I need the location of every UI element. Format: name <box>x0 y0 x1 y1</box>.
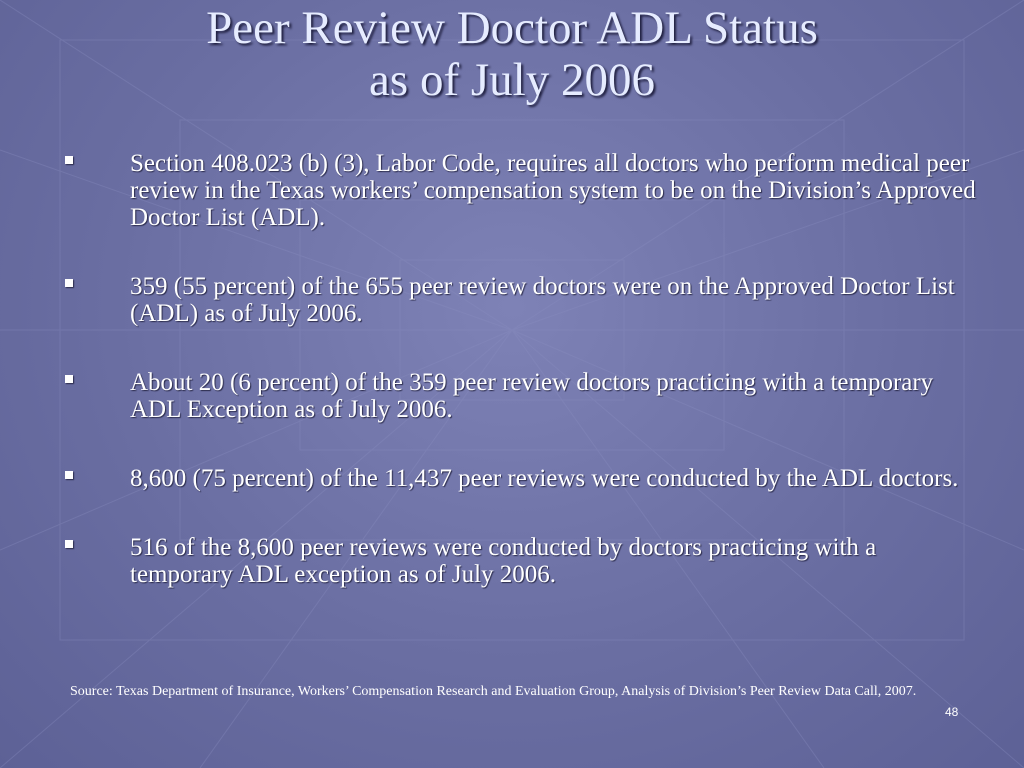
bullet-text: 516 of the 8,600 peer reviews were conducted by doctors practicing with a temporary ADL exception as of July 2006. <box>130 534 877 588</box>
page-number: 48 <box>945 705 959 719</box>
square-bullet-icon <box>65 375 73 383</box>
bullet-text: 359 (55 percent) of the 655 peer review doctors were on the Approved Doctor List (ADL) as of July 2006. <box>130 273 955 327</box>
bullet-list <box>62 150 982 630</box>
square-bullet-icon <box>65 471 73 479</box>
source-note: Source: Texas Department of Insurance, Workers’ Compensation Research and Evaluation Group, Analysis of Division’s Peer Review Data Call, 2007. <box>70 684 917 699</box>
title-line-1: Peer Review Doctor ADL Status <box>206 2 818 54</box>
bullet-item <box>62 465 982 492</box>
slide-title <box>0 2 1024 106</box>
bullet-item <box>62 273 982 327</box>
bullet-item <box>62 534 982 588</box>
title-line-2: as of July 2006 <box>369 54 655 106</box>
square-bullet-icon <box>65 540 73 548</box>
bullet-item <box>62 150 982 231</box>
square-bullet-icon <box>65 156 73 164</box>
bullet-text: About 20 (6 percent) of the 359 peer review doctors practicing with a temporary ADL Exception as of July 2006. <box>130 369 934 423</box>
bullet-text: Section 408.023 (b) (3), Labor Code, requires all doctors who perform medical peer review in the Texas workers’ compensation system to be on the Division’s Approved Doctor List (ADL). <box>130 150 976 231</box>
bullet-text: 8,600 (75 percent) of the 11,437 peer reviews were conducted by the ADL doctors. <box>130 465 959 492</box>
square-bullet-icon <box>65 279 73 287</box>
bullet-item <box>62 369 982 423</box>
